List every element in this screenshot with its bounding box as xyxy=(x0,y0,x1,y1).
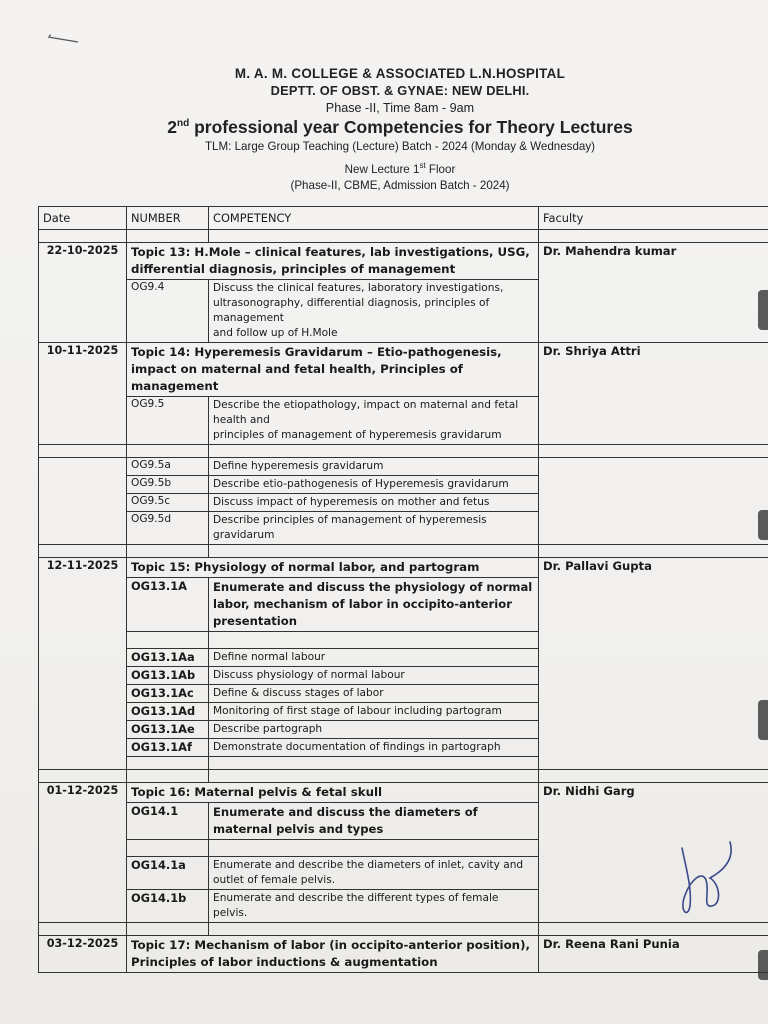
admission-line: (Phase-II, CBME, Admission Batch - 2024) xyxy=(290,179,510,192)
sub-code: OG13.1Af xyxy=(127,739,209,757)
topic-row xyxy=(39,243,768,280)
topic-date: 03-12-2025 xyxy=(39,936,127,973)
signature-scribble-icon xyxy=(672,828,742,928)
topic-title: Topic 13: H.Mole – clinical features, lab investigations, USG, differential diagnosis, principles of management xyxy=(127,243,539,280)
tlm-line: TLM: Large Group Teaching (Lecture) Batch - 2024 (Monday & Wednesday) xyxy=(204,140,596,153)
topic-date: 12-11-2025 xyxy=(39,558,127,770)
sub-code: OG13.1Ad xyxy=(127,703,209,721)
topic-date: 10-11-2025 xyxy=(39,343,127,445)
spacer-row xyxy=(39,923,768,936)
faculty-name: Dr. Pallavi Gupta xyxy=(539,558,768,770)
competency-desc: Describe the etiopathology, impact on maternal and fetal health and principles of management of hyperemesis gravidarum xyxy=(209,397,539,445)
spacer-row xyxy=(39,770,768,783)
competency-desc: Discuss the clinical features, laboratory investigations, ultrasonography, differential diagnosis, principles of management and follow up of H.Mole xyxy=(209,280,539,343)
topic-title: Topic 15: Physiology of normal labor, and partogram xyxy=(127,558,539,578)
sub-desc: Enumerate and describe the different types of female pelvis. xyxy=(209,890,539,923)
sub-desc: Define normal labour xyxy=(209,649,539,667)
topic-title: Topic 16: Maternal pelvis & fetal skull xyxy=(127,783,539,803)
faculty-name: Dr. Mahendra kumar xyxy=(539,243,768,343)
topic-title: Topic 17: Mechanism of labor (in occipito-anterior position), Principles of labor inductions & augmentation xyxy=(127,936,539,973)
header-competency: COMPETENCY xyxy=(209,207,539,230)
topic-date: 01-12-2025 xyxy=(39,783,127,923)
sub-desc: Define hyperemesis gravidarum xyxy=(209,458,539,476)
venue-line: New Lecture 1st Floor xyxy=(344,161,456,176)
sub-desc: Discuss impact of hyperemesis on mother and fetus xyxy=(209,494,539,512)
sub-code: OG9.5a xyxy=(127,458,209,476)
sub-desc: Enumerate and describe the diameters of inlet, cavity and outlet of female pelvis. xyxy=(209,857,539,890)
sub-code: OG14.1b xyxy=(127,890,209,923)
sub-code: OG13.1Aa xyxy=(127,649,209,667)
competency-code: OG13.1A xyxy=(127,578,209,632)
sub-desc: Monitoring of first stage of labour including partogram xyxy=(209,703,539,721)
faculty-name: Dr. Shriya Attri xyxy=(539,343,768,445)
header-number: NUMBER xyxy=(127,207,209,230)
topic-date: 22-10-2025 xyxy=(39,243,127,343)
topic-row xyxy=(39,558,768,578)
faculty-name: Dr. Reena Rani Punia xyxy=(539,936,768,973)
header-faculty: Faculty xyxy=(539,207,768,230)
topic-title: Topic 14: Hyperemesis Gravidarum – Etio-pathogenesis, impact on maternal and fetal health, Principles of management xyxy=(127,343,539,397)
table-header-row xyxy=(39,207,768,230)
header-date: Date xyxy=(39,207,127,230)
schedule-table xyxy=(38,206,768,973)
department-name: DEPTT. OF OBST. & GYNAE: NEW DELHI. xyxy=(270,83,530,98)
page-title: 2nd professional year Competencies for Theory Lectures xyxy=(167,117,633,137)
sub-desc: Describe partograph xyxy=(209,721,539,739)
topic-row xyxy=(39,343,768,397)
spacer-row xyxy=(39,545,768,558)
sub-code: OG13.1Ae xyxy=(127,721,209,739)
sub-code: OG13.1Ab xyxy=(127,667,209,685)
sub-desc: Describe principles of management of hyperemesis gravidarum xyxy=(209,512,539,545)
college-name: M. A. M. COLLEGE & ASSOCIATED L.N.HOSPITAL xyxy=(234,66,566,81)
competency-code: OG9.4 xyxy=(127,280,209,343)
sub-code: OG9.5d xyxy=(127,512,209,545)
topic-row xyxy=(39,936,768,973)
sub-code: OG14.1a xyxy=(127,857,209,890)
sub-desc: Demonstrate documentation of findings in partograph xyxy=(209,739,539,757)
topic-row xyxy=(39,783,768,803)
sub-competency-row xyxy=(39,458,768,476)
competency-code: OG9.5 xyxy=(127,397,209,445)
sub-desc: Define & discuss stages of labor xyxy=(209,685,539,703)
sub-desc: Discuss physiology of normal labour xyxy=(209,667,539,685)
sub-code: OG9.5b xyxy=(127,476,209,494)
sub-code: OG9.5c xyxy=(127,494,209,512)
competency-code: OG14.1 xyxy=(127,803,209,840)
spacer-row xyxy=(39,230,768,243)
pencil-mark-icon xyxy=(46,34,82,44)
spacer-row xyxy=(39,445,768,458)
competency-desc: Enumerate and discuss the physiology of normal labor, mechanism of labor in occipito-anterior presentation xyxy=(209,578,539,632)
sub-code: OG13.1Ac xyxy=(127,685,209,703)
phase-time: Phase -II, Time 8am - 9am xyxy=(325,101,475,115)
competency-desc: Enumerate and discuss the diameters of maternal pelvis and types xyxy=(209,803,539,840)
faculty-name: Dr. Nidhi Garg xyxy=(539,783,768,923)
sub-desc: Describe etio-pathogenesis of Hyperemesis gravidarum xyxy=(209,476,539,494)
